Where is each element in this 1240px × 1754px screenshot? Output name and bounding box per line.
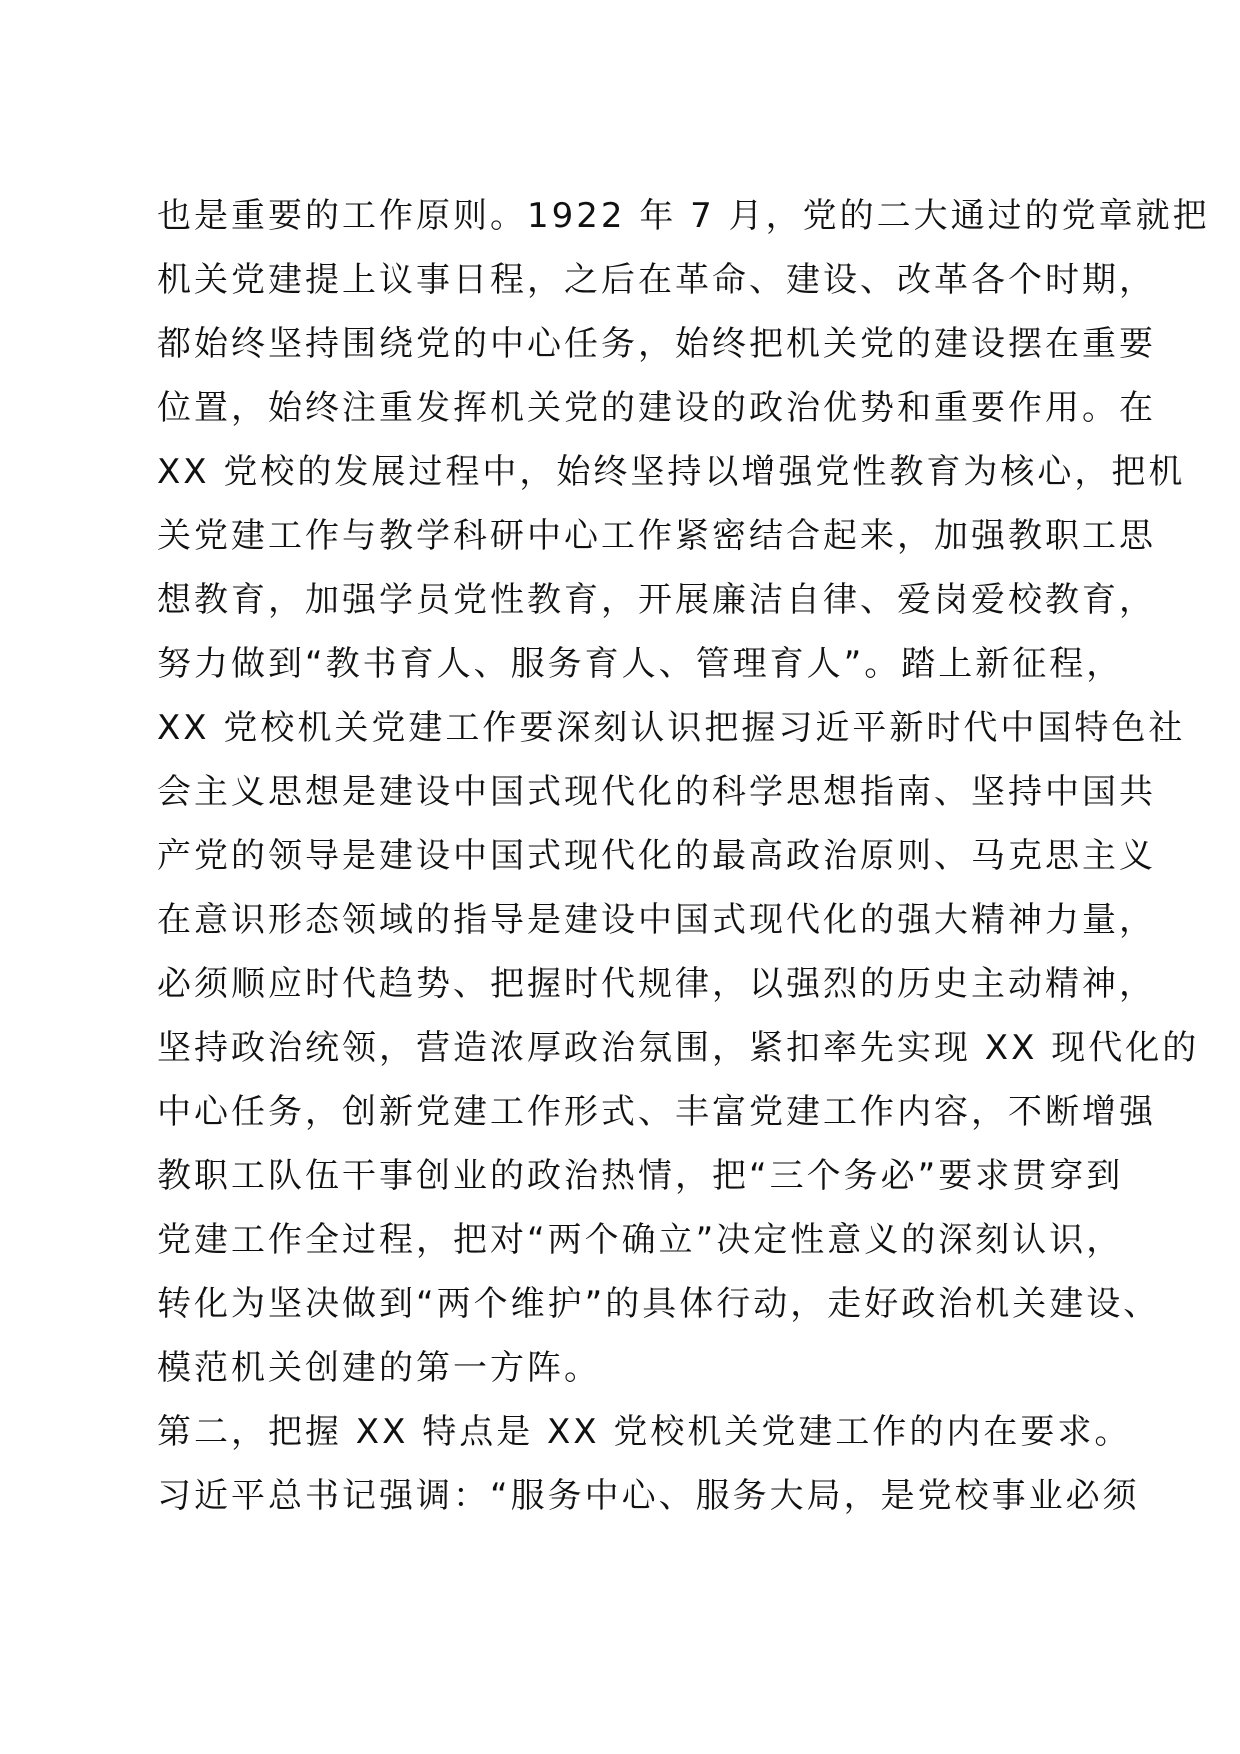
text-line: 产党的领导是建设中国式现代化的最高政治原则、马克思主义 bbox=[157, 836, 1156, 876]
text-line: 都始终坚持围绕党的中心任务，始终把机关党的建设摆在重要 bbox=[157, 324, 1156, 364]
section-heading: 第二，把握 XX 特点是 XX 党校机关党建工作的内在要求。 bbox=[157, 1412, 1132, 1452]
text-line: 在意识形态领域的指导是建设中国式现代化的强大精神力量， bbox=[157, 900, 1156, 940]
text-line: 会主义思想是建设中国式现代化的科学思想指南、坚持中国共 bbox=[157, 772, 1156, 812]
text-line: 转化为坚决做到“两个维护”的具体行动，走好政治机关建设、 bbox=[157, 1284, 1161, 1324]
text-line: 也是重要的工作原则。1922 年 7 月，党的二大通过的党章就把 bbox=[157, 196, 1210, 236]
text-line: 教职工队伍干事创业的政治热情，把“三个务必”要求贯穿到 bbox=[157, 1156, 1124, 1196]
text-line: 必须顺应时代趋势、把握时代规律，以强烈的历史主动精神， bbox=[157, 964, 1156, 1004]
body-text bbox=[157, 184, 1210, 1528]
text-line: 位置，始终注重发挥机关党的建设的政治优势和重要作用。在 bbox=[157, 388, 1156, 428]
text-line: 努力做到“教书育人、服务育人、管理育人”。踏上新征程， bbox=[157, 644, 1124, 684]
text-line: XX 党校机关党建工作要深刻认识把握习近平新时代中国特色社 bbox=[157, 708, 1186, 748]
text-line: 党建工作全过程，把对“两个确立”决定性意义的深刻认识， bbox=[157, 1220, 1124, 1260]
text-line: 模范机关创建的第一方阵。 bbox=[157, 1348, 601, 1388]
text-line: 中心任务，创新党建工作形式、丰富党建工作内容，不断增强 bbox=[157, 1092, 1156, 1132]
text-line: 想教育，加强学员党性教育，开展廉洁自律、爱岗爱校教育， bbox=[157, 580, 1156, 620]
text-line: 坚持政治统领，营造浓厚政治氛围，紧扣率先实现 XX 现代化的 bbox=[157, 1028, 1200, 1068]
text-line: 机关党建提上议事日程，之后在革命、建设、改革各个时期， bbox=[157, 260, 1156, 300]
text-line: 关党建工作与教学科研中心工作紧密结合起来，加强教职工思 bbox=[157, 516, 1156, 556]
text-line: 习近平总书记强调：“服务中心、服务大局，是党校事业必须 bbox=[157, 1476, 1140, 1516]
text-line: XX 党校的发展过程中，始终坚持以增强党性教育为核心，把机 bbox=[157, 452, 1186, 492]
